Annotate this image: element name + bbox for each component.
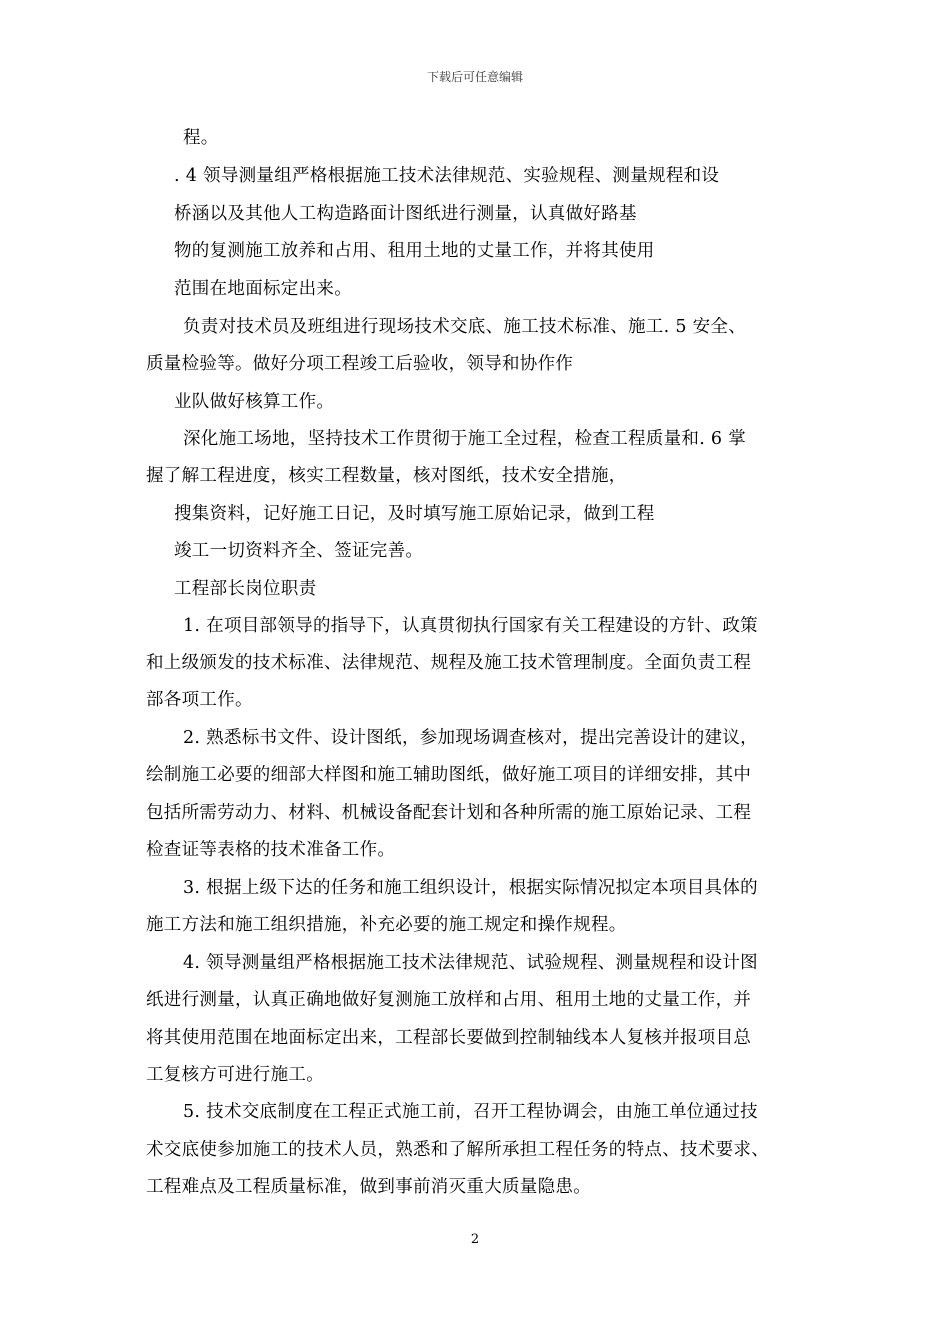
text-line: 部各项工作。 (146, 690, 253, 710)
page-number: 2 (470, 1232, 480, 1247)
text-line: 和上级颁发的技术标准、法律规范、规程及施工技术管理制度。全面负责工程 (146, 653, 752, 673)
text-line: 工程难点及工程质量标准，做到事前消灭重大质量隐患。 (146, 1177, 591, 1197)
text-line: 程。 (183, 128, 219, 148)
text-line: 握了解工程进度，核实工程数量，核对图纸，技术安全措施， (146, 466, 627, 486)
text-line: 纸进行测量，认真正确地做好复测施工放样和占用、租用土地的丈量工作，并 (146, 990, 752, 1010)
text-line: 检查证等表格的技术准备工作。 (146, 840, 396, 860)
text-line: 4. 领导测量组严格根据施工技术法律规范、试验规程、测量规程和设计图 (183, 953, 758, 973)
text-line: 桥涵以及其他人工构造路面计图纸进行测量，认真做好路基 (174, 204, 637, 224)
text-line: 搜集资料，记好施工日记，及时填写施工原始记录，做到工程 (174, 504, 655, 524)
text-line: 深化施工场地，坚持技术工作贯彻于施工全过程，检查工程质量和. 6 掌 (183, 429, 747, 449)
text-line: 2. 熟悉标书文件、设计图纸，参加现场调查核对，提出完善设计的建议， (183, 728, 758, 748)
text-line: 竣工一切资料齐全、签证完善。 (174, 541, 424, 561)
text-line: 范围在地面标定出来。 (174, 279, 352, 299)
text-line: 术交底使参加施工的技术人员，熟悉和了解所承担工程任务的特点、技术要求、 (146, 1140, 769, 1160)
text-line: 3. 根据上级下达的任务和施工组织设计，根据实际情况拟定本项目具体的 (183, 878, 758, 898)
text-line: 施工方法和施工组织措施，补充必要的施工规定和操作规程。 (146, 915, 627, 935)
text-line: 业队做好核算工作。 (174, 392, 335, 412)
text-line: 将其使用范围在地面标定出来，工程部长要做到控制轴线本人复核并报项目总 (146, 1028, 752, 1048)
text-line: . 4 领导测量组严格根据施工技术法律规范、实验规程、测量规程和设 (174, 166, 720, 186)
text-line: 工复核方可进行施工。 (146, 1065, 324, 1085)
text-line: 5. 技术交底制度在工程正式施工前，召开工程协调会，由施工单位通过技 (183, 1102, 758, 1122)
page-header: 下载后可任意编辑 (426, 70, 523, 84)
section-heading: 工程部长岗位职责 (174, 579, 317, 599)
text-line: 包括所需劳动力、材料、机械设备配套计划和各种所需的施工原始记录、工程 (146, 803, 752, 823)
text-line: 绘制施工必要的细部大样图和施工辅助图纸，做好施工项目的详细安排，其中 (146, 765, 752, 785)
text-line: 负责对技术员及班组进行现场技术交底、施工技术标准、施工. 5 安全、 (183, 317, 747, 337)
text-line: 质量检验等。做好分项工程竣工后验收，领导和协作作 (146, 354, 574, 374)
text-line: 物的复测施工放养和占用、租用土地的丈量工作，并将其使用 (174, 241, 655, 261)
text-line: 1. 在项目部领导的指导下，认真贯彻执行国家有关工程建设的方针、政策 (183, 616, 758, 636)
